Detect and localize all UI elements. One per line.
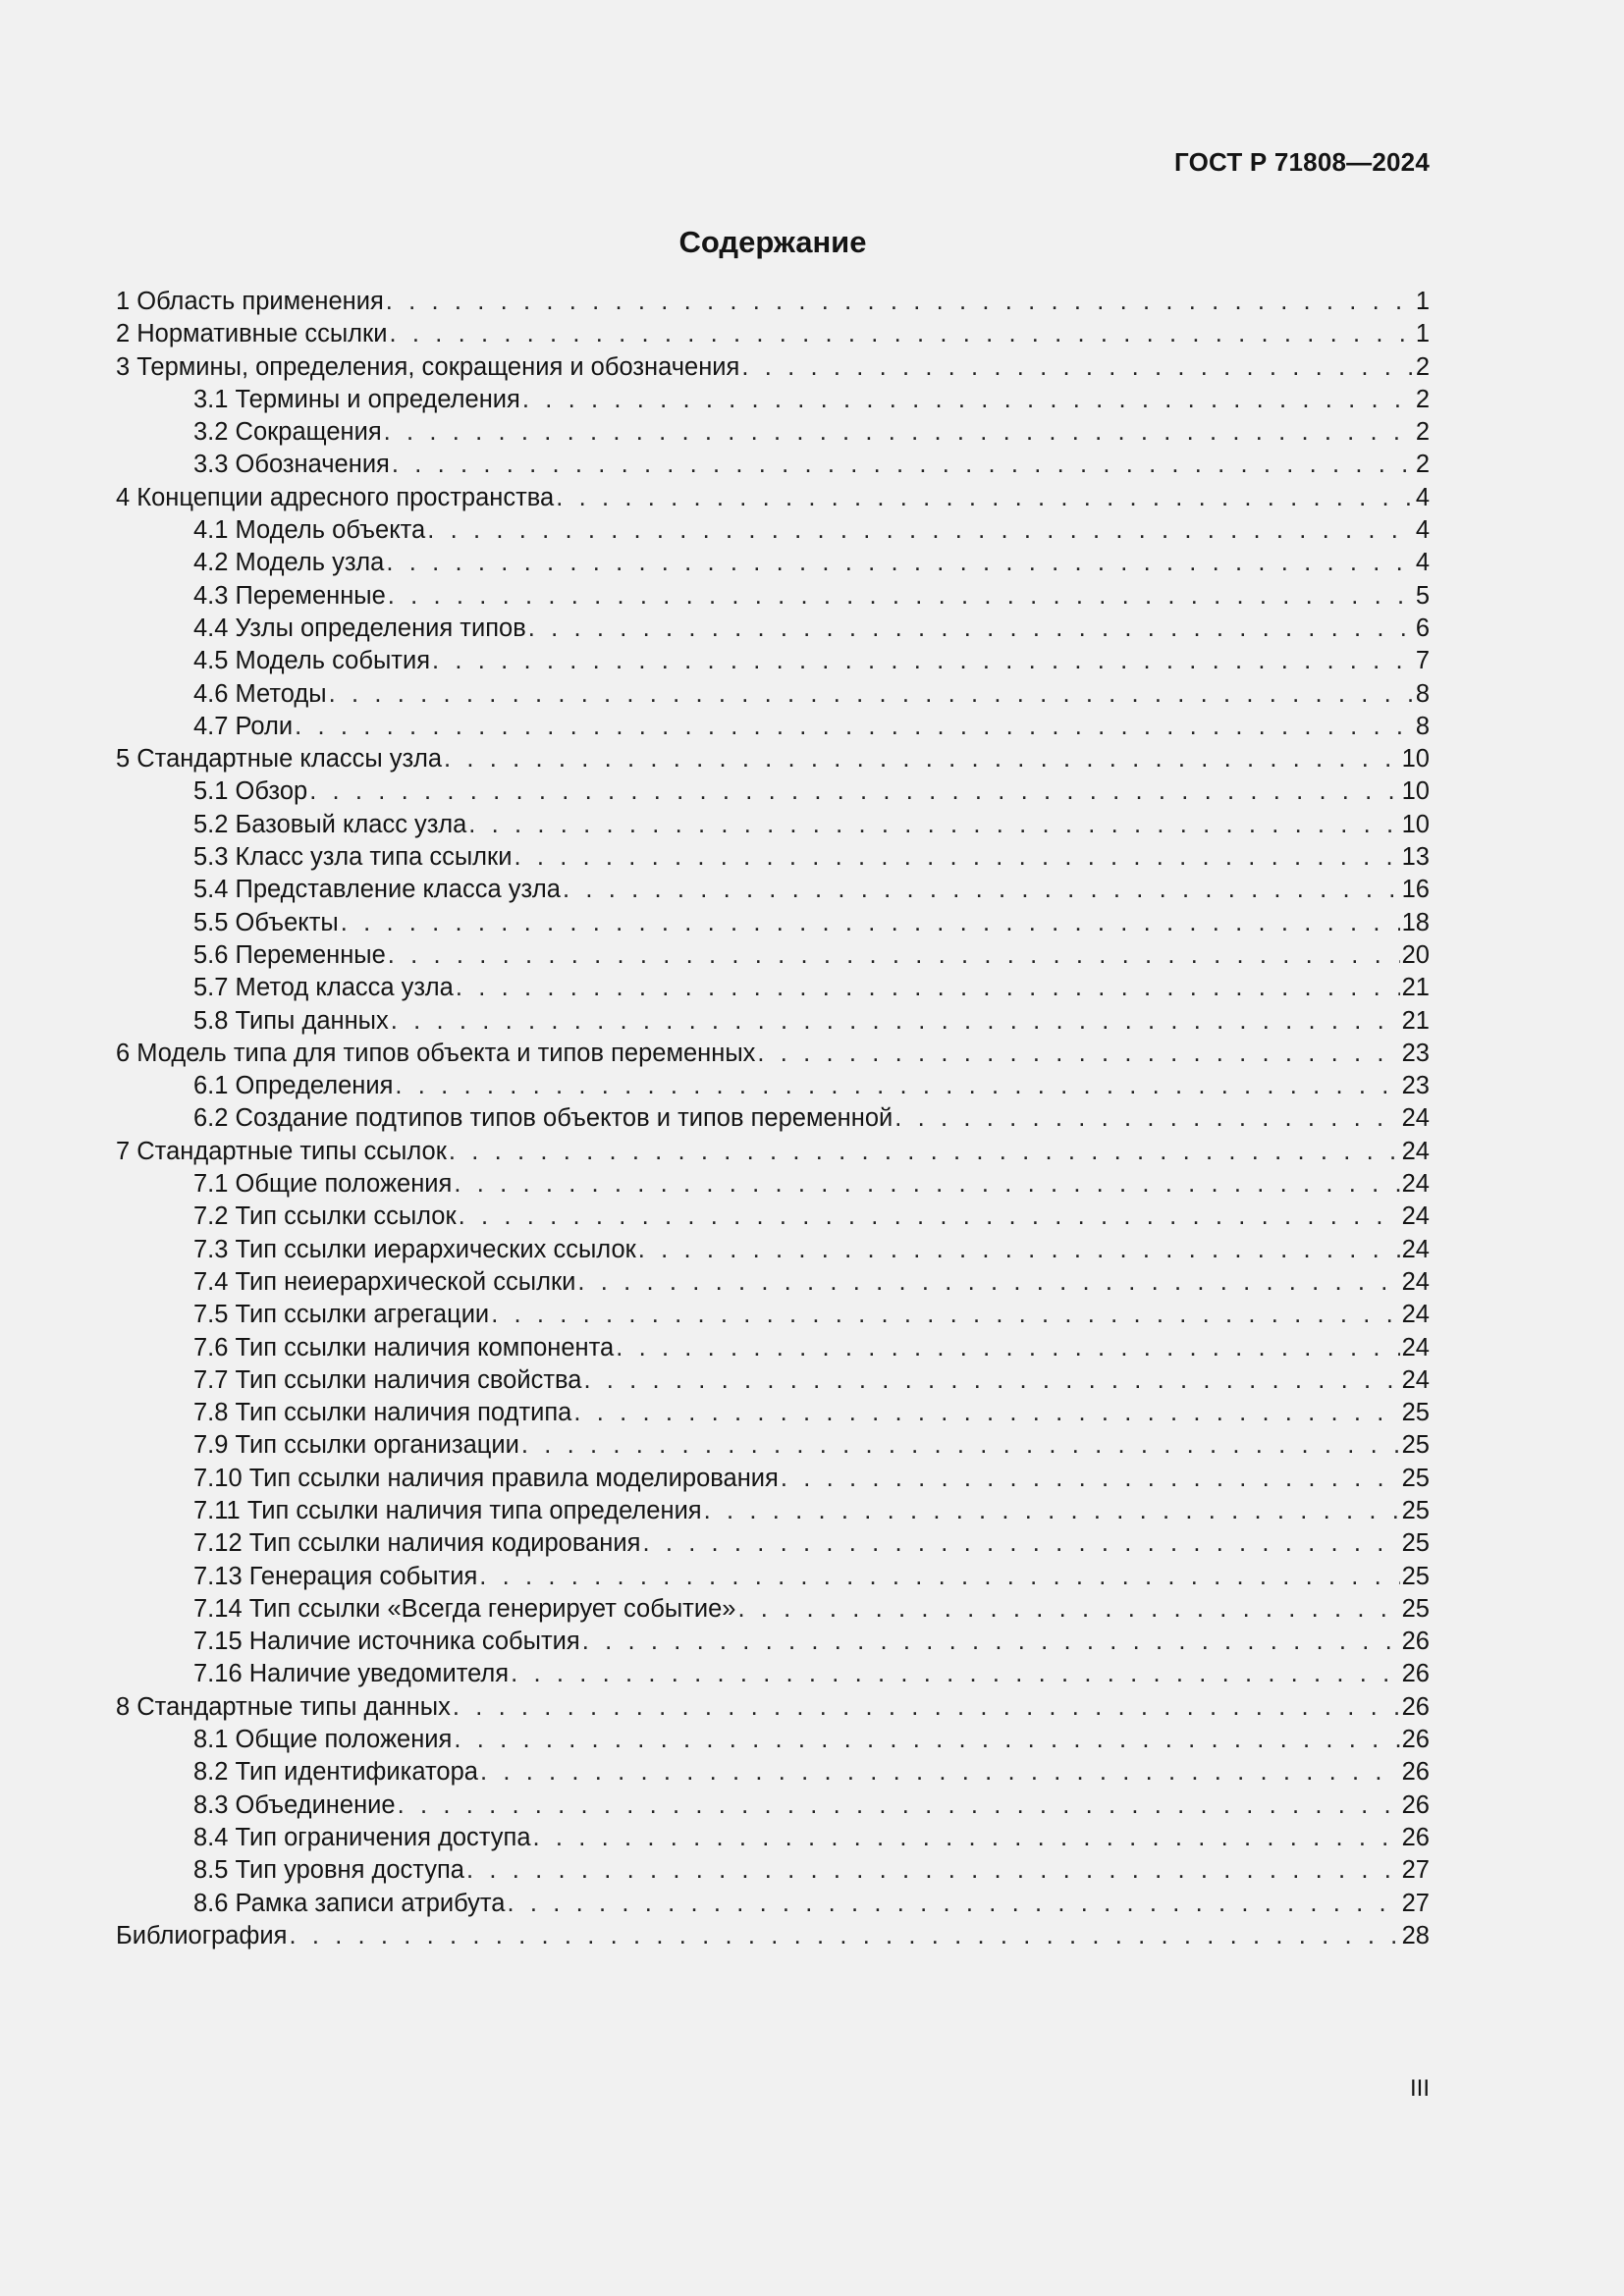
toc-entry-label: 5.8 Типы данных bbox=[193, 1006, 389, 1035]
toc-leader-dots bbox=[491, 1299, 1399, 1331]
toc-entry-page: 4 bbox=[1415, 483, 1430, 511]
toc-entry-page: 2 bbox=[1415, 352, 1430, 381]
toc-entry[interactable] bbox=[116, 1364, 1430, 1397]
toc-entry-page: 26 bbox=[1401, 1692, 1430, 1721]
toc-entry-label: 7.10 Тип ссылки наличия правила моделирования bbox=[193, 1464, 779, 1492]
toc-entry-page: 25 bbox=[1401, 1562, 1430, 1590]
toc-entry-label: 4.1 Модель объекта bbox=[193, 516, 426, 545]
toc-entry[interactable] bbox=[116, 449, 1430, 481]
toc-leader-dots bbox=[573, 1397, 1399, 1429]
toc-entry-label: 5.5 Объекты bbox=[193, 908, 339, 936]
toc-entry-page: 13 bbox=[1401, 843, 1430, 872]
toc-leader-dots bbox=[386, 286, 1414, 318]
toc-entry[interactable] bbox=[116, 351, 1430, 384]
toc-entry[interactable] bbox=[116, 1888, 1430, 1920]
toc-leader-dots bbox=[389, 318, 1413, 350]
toc-entry[interactable] bbox=[116, 1201, 1430, 1233]
toc-entry-label: 4.2 Модель узла bbox=[193, 549, 385, 577]
toc-leader-dots bbox=[511, 1658, 1400, 1690]
toc-leader-dots bbox=[392, 449, 1414, 481]
toc-leader-dots bbox=[295, 711, 1414, 743]
toc-entry-label: 5 Стандартные классы узла bbox=[116, 745, 443, 774]
toc-entry[interactable] bbox=[116, 1429, 1430, 1462]
toc-entry-page: 24 bbox=[1401, 1170, 1430, 1199]
toc-leader-dots bbox=[583, 1364, 1399, 1397]
toc-leader-dots bbox=[563, 874, 1400, 906]
toc-leader-dots bbox=[638, 1234, 1400, 1266]
toc-entry-page: 24 bbox=[1401, 1301, 1430, 1329]
toc-entry[interactable] bbox=[116, 874, 1430, 906]
toc-entry-page: 1 bbox=[1415, 288, 1430, 315]
toc-entry[interactable] bbox=[116, 939, 1430, 972]
toc-entry-page: 25 bbox=[1401, 1399, 1430, 1427]
toc-entry-page: 23 bbox=[1401, 1039, 1430, 1067]
toc-leader-dots bbox=[453, 1691, 1400, 1724]
toc-entry[interactable] bbox=[116, 580, 1430, 613]
toc-entry-label: 3.2 Сокращения bbox=[193, 418, 382, 447]
toc-leader-dots bbox=[456, 972, 1400, 1004]
toc-entry-page: 26 bbox=[1401, 1823, 1430, 1851]
toc-entry-label: 7.3 Тип ссылки иерархических ссылок bbox=[193, 1235, 636, 1263]
toc-leader-dots bbox=[741, 351, 1413, 384]
toc-entry-label: 5.6 Переменные bbox=[193, 940, 386, 969]
toc-leader-dots bbox=[449, 1136, 1400, 1168]
toc-entry[interactable] bbox=[116, 1527, 1430, 1560]
toc-entry-label: 4.3 Переменные bbox=[193, 581, 386, 610]
document-id: ГОСТ Р 71808—2024 bbox=[1174, 147, 1430, 177]
toc-leader-dots bbox=[737, 1593, 1399, 1626]
toc-entry-label: 6.2 Создание подтипов типов объектов и типов переменной bbox=[193, 1104, 893, 1133]
toc-entry-label: 7.14 Тип ссылки «Всегда генерирует событие» bbox=[193, 1594, 736, 1623]
toc-entry-label: 7.2 Тип ссылки ссылок bbox=[193, 1202, 457, 1231]
toc-entry-label: 4.4 Узлы определения типов bbox=[193, 614, 526, 642]
toc-entry[interactable] bbox=[116, 809, 1430, 841]
toc-entry-page: 5 bbox=[1415, 581, 1430, 610]
toc-entry-label: 7.5 Тип ссылки агрегации bbox=[193, 1301, 490, 1329]
toc-leader-dots bbox=[395, 1070, 1399, 1102]
toc-entry-label: 7.11 Тип ссылки наличия типа определения bbox=[193, 1496, 702, 1524]
toc-entry-label: 7.15 Наличие источника события bbox=[193, 1628, 580, 1656]
toc-entry[interactable] bbox=[116, 547, 1430, 579]
toc-entry-page: 10 bbox=[1401, 745, 1430, 774]
toc-leader-dots bbox=[388, 580, 1414, 613]
toc-entry[interactable] bbox=[116, 1658, 1430, 1690]
toc-leader-dots bbox=[391, 1005, 1400, 1038]
toc-leader-dots bbox=[556, 482, 1414, 514]
toc-leader-dots bbox=[289, 1920, 1399, 1952]
toc-entry-label: 4.7 Роли bbox=[193, 712, 294, 740]
toc-entry[interactable] bbox=[116, 1822, 1430, 1854]
toc-entry-label: 8.6 Рамка записи атрибута bbox=[193, 1889, 506, 1917]
page-number: III bbox=[1409, 2075, 1430, 2102]
toc-entry-page: 28 bbox=[1401, 1921, 1430, 1949]
toc-entry-page: 10 bbox=[1401, 810, 1430, 838]
toc-leader-dots bbox=[432, 645, 1414, 677]
toc-entry-page: 25 bbox=[1401, 1496, 1430, 1524]
toc-entry-label: 8.1 Общие положения bbox=[193, 1726, 453, 1754]
toc-entry-page: 10 bbox=[1401, 777, 1430, 806]
toc-entry-page: 26 bbox=[1401, 1660, 1430, 1688]
toc-entry-label: 8.5 Тип уровня доступа bbox=[193, 1856, 464, 1885]
toc-entry[interactable] bbox=[116, 775, 1430, 808]
toc-leader-dots bbox=[577, 1266, 1399, 1299]
toc-entry[interactable] bbox=[116, 841, 1430, 874]
toc-entry-page: 24 bbox=[1401, 1333, 1430, 1362]
toc-leader-dots bbox=[384, 416, 1414, 449]
toc-leader-dots bbox=[398, 1789, 1400, 1822]
toc-entry[interactable] bbox=[116, 318, 1430, 350]
toc-leader-dots bbox=[582, 1626, 1400, 1658]
toc-entry-page: 27 bbox=[1401, 1856, 1430, 1885]
toc-entry[interactable] bbox=[116, 1789, 1430, 1822]
toc-entry-label: 5.7 Метод класса узла bbox=[193, 974, 454, 1002]
toc-entry-label: 6.1 Определения bbox=[193, 1072, 394, 1100]
toc-leader-dots bbox=[522, 384, 1414, 416]
toc-entry-page: 8 bbox=[1415, 679, 1430, 708]
toc-entry[interactable] bbox=[116, 1397, 1430, 1429]
toc-leader-dots bbox=[454, 1724, 1399, 1756]
toc-leader-dots bbox=[521, 1429, 1400, 1462]
toc-entry-label: 7.13 Генерация события bbox=[193, 1562, 478, 1590]
toc-entry-page: 1 bbox=[1415, 320, 1430, 348]
toc-entry[interactable] bbox=[116, 743, 1430, 775]
toc-entry-page: 24 bbox=[1401, 1104, 1430, 1133]
toc-leader-dots bbox=[388, 939, 1400, 972]
toc-leader-dots bbox=[514, 841, 1399, 874]
toc-leader-dots bbox=[329, 678, 1414, 711]
toc-entry-label: 7.9 Тип ссылки организации bbox=[193, 1431, 519, 1460]
toc-entry-label: 1 Область применения bbox=[116, 288, 384, 315]
toc-entry[interactable] bbox=[116, 907, 1430, 939]
toc-entry[interactable] bbox=[116, 286, 1430, 318]
toc-entry[interactable] bbox=[116, 1266, 1430, 1299]
toc-entry-label: 6 Модель типа для типов объекта и типов переменных bbox=[116, 1039, 756, 1067]
toc-entry[interactable] bbox=[116, 1299, 1430, 1331]
toc-entry-label: 8 Стандартные типы данных bbox=[116, 1692, 451, 1721]
toc-entry[interactable] bbox=[116, 1561, 1430, 1593]
toc-leader-dots bbox=[704, 1495, 1400, 1527]
toc-leader-dots bbox=[459, 1201, 1400, 1233]
toc-entry[interactable] bbox=[116, 416, 1430, 449]
toc-entry-label: 8.3 Объединение bbox=[193, 1790, 396, 1819]
toc-entry[interactable] bbox=[116, 1495, 1430, 1527]
toc-entry-label: 4 Концепции адресного пространства bbox=[116, 483, 555, 511]
toc-entry-label: 3.1 Термины и определения bbox=[193, 385, 520, 413]
toc-entry-label: 7.16 Наличие уведомителя bbox=[193, 1660, 510, 1688]
toc-entry-page: 2 bbox=[1415, 451, 1430, 479]
toc-entry[interactable] bbox=[116, 1038, 1430, 1070]
toc-leader-dots bbox=[341, 907, 1400, 939]
toc-entry-page: 24 bbox=[1401, 1365, 1430, 1394]
toc-entry-page: 27 bbox=[1401, 1889, 1430, 1917]
toc-entry-page: 8 bbox=[1415, 712, 1430, 740]
toc-entry-label: 2 Нормативные ссылки bbox=[116, 320, 388, 348]
toc-entry-page: 24 bbox=[1401, 1235, 1430, 1263]
toc-entry[interactable] bbox=[116, 1136, 1430, 1168]
toc-entry[interactable] bbox=[116, 1920, 1430, 1952]
toc-entry[interactable] bbox=[116, 1854, 1430, 1887]
toc-entry-page: 26 bbox=[1401, 1726, 1430, 1754]
toc-leader-dots bbox=[479, 1561, 1399, 1593]
toc-leader-dots bbox=[508, 1888, 1400, 1920]
toc-entry[interactable] bbox=[116, 678, 1430, 711]
toc-entry-label: 7.1 Общие положения bbox=[193, 1170, 453, 1199]
toc-entry-label: 4.6 Методы bbox=[193, 679, 327, 708]
toc-entry-page: 18 bbox=[1401, 908, 1430, 936]
toc-leader-dots bbox=[616, 1332, 1399, 1364]
toc-entry[interactable] bbox=[116, 1070, 1430, 1102]
toc-leader-dots bbox=[757, 1038, 1399, 1070]
toc-entry-page: 25 bbox=[1401, 1594, 1430, 1623]
toc-entry-label: 5.2 Базовый класс узла bbox=[193, 810, 467, 838]
toc-entry-page: 26 bbox=[1401, 1790, 1430, 1819]
toc-entry[interactable] bbox=[116, 1691, 1430, 1724]
toc-entry-page: 26 bbox=[1401, 1628, 1430, 1656]
toc-entry-page: 2 bbox=[1415, 418, 1430, 447]
toc-entry-page: 21 bbox=[1401, 1006, 1430, 1035]
toc-entry-label: 7 Стандартные типы ссылок bbox=[116, 1137, 447, 1165]
toc-entry[interactable] bbox=[116, 711, 1430, 743]
toc-entry-label: 7.6 Тип ссылки наличия компонента bbox=[193, 1333, 615, 1362]
toc-entry[interactable] bbox=[116, 972, 1430, 1004]
toc-entry-page: 26 bbox=[1401, 1758, 1430, 1787]
toc-entry[interactable] bbox=[116, 1102, 1430, 1135]
toc-entry-page: 7 bbox=[1415, 647, 1430, 675]
toc-leader-dots bbox=[427, 514, 1414, 547]
toc-entry[interactable] bbox=[116, 1593, 1430, 1626]
toc-entry[interactable] bbox=[116, 384, 1430, 416]
table-of-contents bbox=[116, 286, 1430, 1952]
toc-entry-label: 3 Термины, определения, сокращения и обозначения bbox=[116, 352, 740, 381]
toc-leader-dots bbox=[642, 1527, 1399, 1560]
toc-entry[interactable] bbox=[116, 1168, 1430, 1201]
toc-entry[interactable] bbox=[116, 1332, 1430, 1364]
toc-leader-dots bbox=[309, 775, 1399, 808]
toc-entry-page: 25 bbox=[1401, 1431, 1430, 1460]
toc-entry[interactable] bbox=[116, 613, 1430, 645]
toc-entry-label: Библиография bbox=[116, 1921, 288, 1949]
toc-entry-label: 5.4 Представление класса узла bbox=[193, 876, 561, 904]
toc-leader-dots bbox=[480, 1756, 1400, 1789]
toc-entry-label: 5.3 Класс узла типа ссылки bbox=[193, 843, 513, 872]
toc-leader-dots bbox=[894, 1102, 1399, 1135]
toc-leader-dots bbox=[444, 743, 1400, 775]
toc-entry[interactable] bbox=[116, 514, 1430, 547]
toc-leader-dots bbox=[533, 1822, 1400, 1854]
toc-entry[interactable] bbox=[116, 1626, 1430, 1658]
toc-entry-label: 7.12 Тип ссылки наличия кодирования bbox=[193, 1529, 641, 1558]
page-title: Содержание bbox=[678, 225, 867, 259]
toc-leader-dots bbox=[781, 1463, 1400, 1495]
toc-entry-label: 3.3 Обозначения bbox=[193, 451, 390, 479]
toc-entry[interactable] bbox=[116, 645, 1430, 677]
toc-entry[interactable] bbox=[116, 1724, 1430, 1756]
toc-entry[interactable] bbox=[116, 482, 1430, 514]
toc-entry-page: 24 bbox=[1401, 1202, 1430, 1231]
toc-entry-label: 4.5 Модель события bbox=[193, 647, 431, 675]
toc-entry-page: 24 bbox=[1401, 1267, 1430, 1296]
toc-entry-page: 4 bbox=[1415, 549, 1430, 577]
toc-leader-dots bbox=[466, 1854, 1400, 1887]
toc-entry-page: 21 bbox=[1401, 974, 1430, 1002]
toc-entry-label: 8.4 Тип ограничения доступа bbox=[193, 1823, 531, 1851]
toc-entry[interactable] bbox=[116, 1234, 1430, 1266]
toc-entry-page: 25 bbox=[1401, 1464, 1430, 1492]
toc-entry[interactable] bbox=[116, 1463, 1430, 1495]
toc-entry-page: 16 bbox=[1401, 876, 1430, 904]
toc-entry-label: 7.4 Тип неиерархической ссылки bbox=[193, 1267, 576, 1296]
toc-leader-dots bbox=[528, 613, 1414, 645]
toc-entry[interactable] bbox=[116, 1756, 1430, 1789]
toc-entry-page: 20 bbox=[1401, 940, 1430, 969]
toc-entry-page: 23 bbox=[1401, 1072, 1430, 1100]
toc-entry-label: 8.2 Тип идентификатора bbox=[193, 1758, 478, 1787]
toc-leader-dots bbox=[454, 1168, 1399, 1201]
toc-entry-label: 7.8 Тип ссылки наличия подтипа bbox=[193, 1399, 572, 1427]
toc-leader-dots bbox=[386, 547, 1413, 579]
toc-entry-page: 6 bbox=[1415, 614, 1430, 642]
toc-entry-page: 25 bbox=[1401, 1529, 1430, 1558]
toc-entry-page: 4 bbox=[1415, 516, 1430, 545]
toc-entry-label: 5.1 Обзор bbox=[193, 777, 308, 806]
toc-entry-page: 2 bbox=[1415, 385, 1430, 413]
toc-entry-label: 7.7 Тип ссылки наличия свойства bbox=[193, 1365, 582, 1394]
toc-entry-page: 24 bbox=[1401, 1137, 1430, 1165]
toc-leader-dots bbox=[468, 809, 1399, 841]
toc-entry[interactable] bbox=[116, 1005, 1430, 1038]
